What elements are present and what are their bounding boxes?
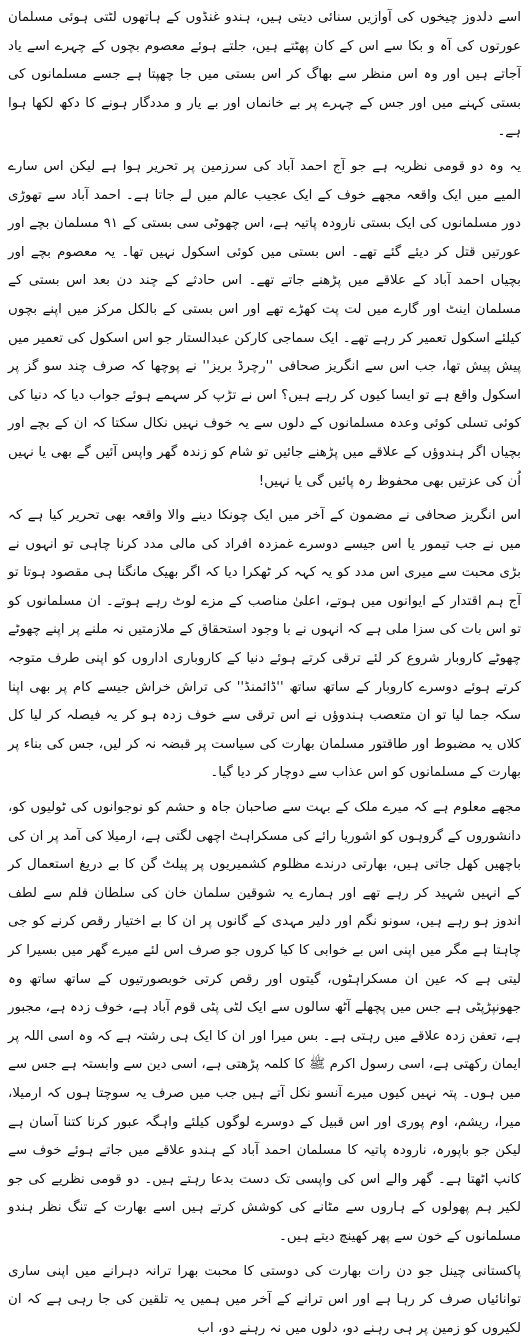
- paragraph-1: اسے دلدوز چیخوں کی آوازیں سنائی دیتی ہیں، ہندو غنڈوں کے ہاتھوں لٹتی ہوئی مسلمان عورتوں کی آہ و بکا سے اس کے کان پھٹتے ہیں، جلتے ہوئے معصوم بچوں کے چہرے اسے یاد آجاتے ہیں اور وہ اس منظر سے بھاگ کر اس بستی میں جا چھپتا ہے جسے مسلمانوں کی بستی کہنے میں اور جس کے چہرے پر بے خانماں اور بے یار و مددگار ہونے کا دکھ لکھا ہوا ہے۔: [8, 10, 521, 140]
- paragraph-3: اس انگریز صحافی نے مضمون کے آخر میں ایک چونکا دینے والا واقعہ بھی تحریر کیا ہے کہ میں نے جب تیمور یا اس جیسے دوسرے غمزدہ افراد کی مالی مدد کرنا چاہی تو انہوں نے بڑی محبت سے میری اس مدد کو یہ کہہ کر ٹھکرا دیا کہ اگر بھیک مانگنا ہی مقصود ہوتا تو آج ہم اقتدار کے ایوانوں میں ہوتے، اعلیٰ مناصب کے مزے لوٹ رہے ہوتے۔ ان مسلمانوں کو تو اس بات کی سزا ملی ہے کہ انہوں نے با وجود استحقاق کے ملازمتیں نہ ملنے پر اپنے چھوٹے چھوٹے کاروبار شروع کر لئے ترقی کرتے ہوئے دنیا کے کاروباری اداروں کو اپنی طرف متوجہ کرتے ہوئے دوسرے کاروبار کے ساتھ ساتھ ''ڈائمنڈ'' کی تراش خراش جیسے کام پر بھی اپنا سکہ جما لیا تو ان متعصب ہندوؤں نے اس ترقی سے خوف زدہ ہو کر یہ فیصلہ کر لیا کل کلاں یہ مضبوط اور طاقتور مسلمان بھارت کی سیاست پر قبضہ نہ کر لیں، جس کی بناء پر بھارت کے مسلمانوں کو اس عذاب سے دوچار کر دیا گیا۔: [8, 508, 521, 781]
- paragraph-2: یہ وہ دو قومی نظریہ ہے جو آج احمد آباد کی سرزمین پر تحریر ہوا ہے لیکن اس سارے المیے میں ایک واقعہ مجھے خوف کے ایک عجیب عالم میں لے جاتا ہے۔ احمد آباد سے تھوڑی دور مسلمانوں کی ایک بستی نارودہ پاتیہ ہے، اس چھوٹی سی بستی کے ۹۱ مسلمان بچے اور عورتیں قتل کر دیئے گئے تھے۔ اس بستی میں کوئی اسکول نہیں تھا۔ یہ معصوم بچے اور بچیاں احمد آباد کے علاقے میں پڑھنے جاتے تھے۔ اس حادثے کے چند دن بعد اس بستی کے مسلمان اینٹ اور گارے میں لت پت کھڑے تھے اور اس بستی کے بالکل مرکز میں اپنے بچوں کیلئے اسکول تعمیر کر رہے تھے۔ ایک سماجی کارکن عبدالستار جو اس اسکول کی تعمیر میں پیش پیش تھا، جب اس سے انگریز صحافی ''رچرڈ بریز'' نے پوچھا کہ صرف چند سو گز پر اسکول واقع ہے تو ایسا کیوں کر رہے ہیں؟ اس نے تڑپ کر سہمے ہوئے جواب دیا کہ دنیا کی کوئی تسلی کوئی وعدہ مسلمانوں کے دلوں سے یہ خوف نہیں نکال سکتا کہ ان کے بچے اور بچیاں اگر ہندوؤں کے علاقے میں پڑھنے جائیں تو شام کو زندہ گھر واپس آئیں گے بھی یا نہیں اُن کی عزتیں بھی محفوظ رہ پائیں گی یا نہیں!: [8, 158, 521, 489]
- paragraph-5: پاکستانی چینل جو دن رات بھارت کی دوستی کا محبت بھرا ترانہ دہرانے میں اپنی ساری توانائیاں صرف کر رہا ہے اور اس ترانے کے آخر میں ہمیں یہ تلقین کی جا رہی ہے کہ ان لکیروں کو زمین پر ہی رہنے دو، دلوں میں نہ رہنے دو، اب: [8, 1263, 521, 1336]
- paragraph-4: مجھے معلوم ہے کہ میرے ملک کے بہت سے صاحبان جاہ و حشم کو نوجوانوں کی ٹولیوں کو، دانشوروں کے گروہوں کو اشوریا رائے کی مسکراہٹ اچھی لگتی ہے، ارمیلا کی آمد پر ان کی باچھیں کھل جاتی ہیں، بھارتی درندے مظلوم کشمیریوں پر پیلٹ گن کا بے دریغ استعمال کر کے انہیں شہید کر رہے تھے اور ہمارے یہ شوقین سلمان خان کی سلطان فلم سے لطف اندوز ہو رہے ہیں، سونو نگم اور دلیر مہدی کے گانوں پر ان کا بے اختیار رقص کرنے کو جی چاہتا ہے مگر میں اپنی اس بے خوابی کا کیا کروں جو صرف اس لئے میرے گھر میں بسیرا کر لیتی ہے کہ عین ان مسکراہٹوں، گیتوں اور رقص کرتی خوبصورتیوں کے ساتھ ساتھ وہ جھونپڑپٹی ہے جس میں پچھلے آٹھ سالوں سے ایک لٹی پٹی قوم آباد ہے، خوف زدہ ہے، مجبور ہے، تعفن زدہ علاقے میں رہتی ہے۔ بس میرا اور ان کا ایک ہی رشتہ ہے کہ وہ اسی اللہ پر ایمان رکھتی ہے، اسی رسول اکرم ﷺ کا کلمہ پڑھتی ہے، اسی دین سے وابستہ ہے جس سے میں ہوں۔ پتہ نہیں کیوں میرے آنسو نکل آتے ہیں جب میں صرف یہ سوچتا ہوں کہ ارمیلا، میرا، ریشم، اوم پوری اور اس قبیل کے دوسرے لوگوں کیلئے واہگہ عبور کرنا کتنا آسان ہے لیکن جو باپورہ، نارودہ پاتیہ کا مسلمان احمد آباد کے ہندو علاقے میں جاتے ہوئے خوف سے کانپ اٹھتا ہے۔ گھر والے اس کی واپسی تک دست بدعا رہتے ہیں۔ دو قومی نظریے کی جو لکیر ہم پھولوں کے ہاروں سے مٹانے کی کوشش کرتے ہیں اسے بھارت کے تنگ نظر ہندو مسلمانوں کے خون سے پھر کھینچ دیتے ہیں۔: [8, 800, 521, 1244]
